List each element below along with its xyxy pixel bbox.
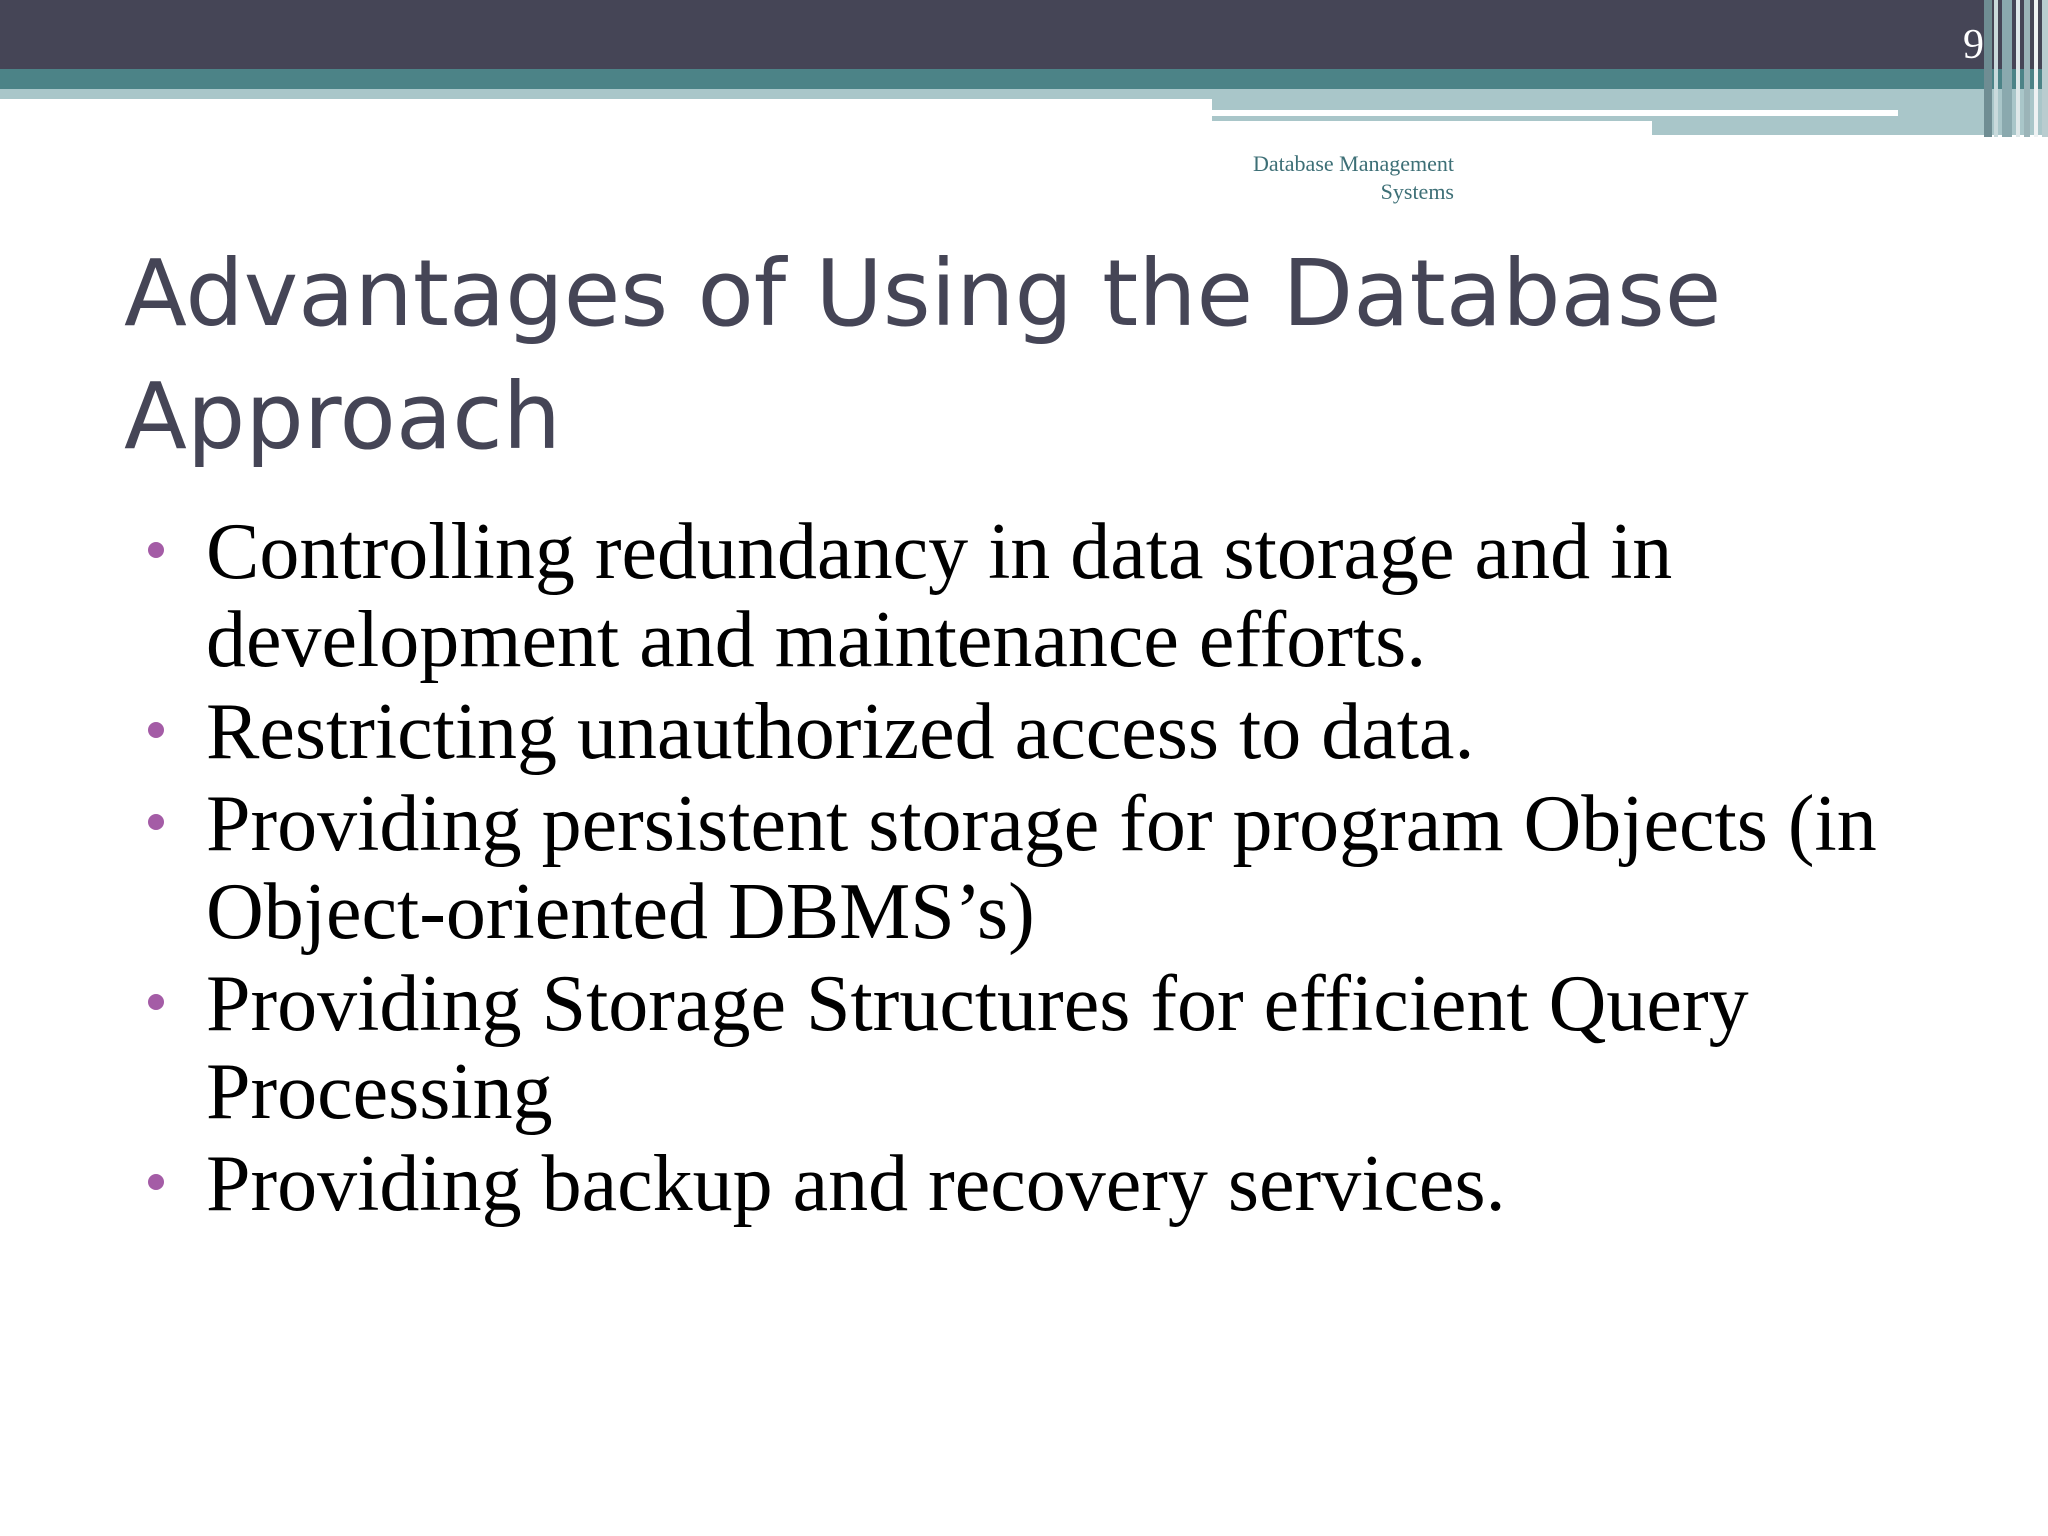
slide-subtitle: Database Management Systems <box>1253 151 1454 204</box>
vertical-stripe <box>1984 0 1992 137</box>
vertical-stripe <box>1994 0 1998 137</box>
bullet-dot-icon <box>148 994 164 1010</box>
header-light-bar <box>0 89 1212 99</box>
header-right-stripe <box>1212 121 1652 135</box>
header-right-stripe <box>1212 110 1898 116</box>
vertical-stripe <box>2002 0 2012 137</box>
bullet-item <box>148 780 2028 956</box>
bullet-item <box>148 688 2028 776</box>
vertical-stripe <box>2034 0 2038 137</box>
header-vertical-stripes <box>1984 0 2048 137</box>
bullet-text: Controlling redundancy in data storage and in development and maintenance efforts. <box>206 508 1673 684</box>
bullet-list <box>148 508 2028 1232</box>
slide-title: Advantages of Using the Database Approach <box>124 240 1722 470</box>
bullet-text: Providing persistent storage for program Objects (in Object-oriented DBMS’s) <box>206 780 1877 956</box>
bullet-text: Providing backup and recovery services. <box>206 1140 1506 1228</box>
bullet-dot-icon <box>148 542 164 558</box>
vertical-stripe <box>2024 0 2030 137</box>
bullet-dot-icon <box>148 1174 164 1190</box>
bullet-text: Providing Storage Structures for efficient Query Processing <box>206 960 1749 1136</box>
vertical-stripe <box>2042 0 2048 137</box>
bullet-dot-icon <box>148 814 164 830</box>
header-dark-bar <box>0 0 2048 69</box>
bullet-item <box>148 508 2028 684</box>
page-number: 9 <box>1963 22 1984 68</box>
header-teal-bar <box>0 69 2048 89</box>
bullet-dot-icon <box>148 722 164 738</box>
vertical-stripe <box>2016 0 2020 137</box>
bullet-item <box>148 960 2028 1136</box>
bullet-item <box>148 1140 2028 1228</box>
bullet-text: Restricting unauthorized access to data. <box>206 688 1475 776</box>
